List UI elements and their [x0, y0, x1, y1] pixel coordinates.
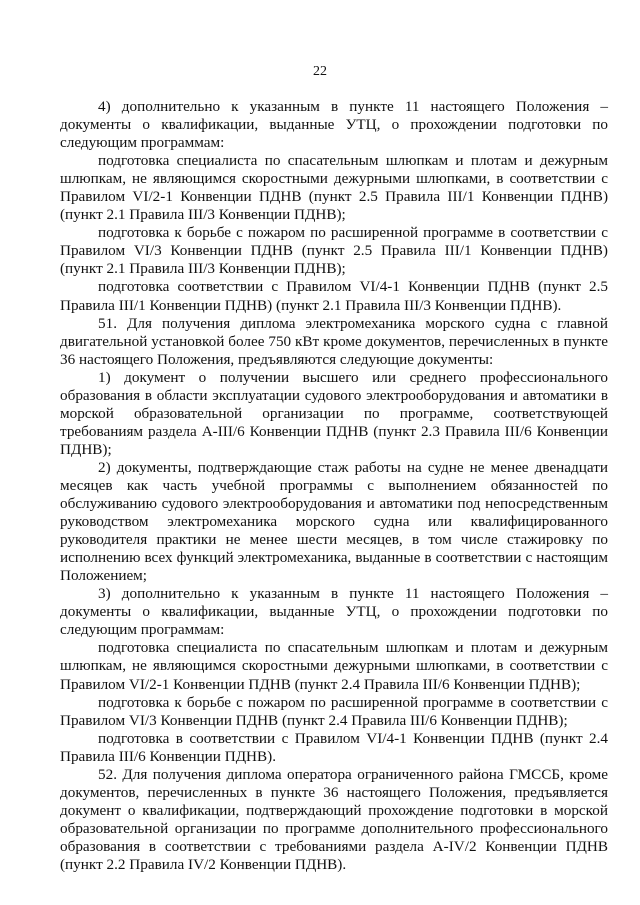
- paragraph-lifeboat-training-2: подготовка специалиста по спасательным шлюпкам и плотам и дежурным шлюпкам, не являющимся скоростными дежурными шлюпками, в соответствии с Правилом VI/2-1 Конвенции ПДНВ (пункт 2.4 Правила III/6 Конвенции ПДНВ);: [60, 639, 608, 693]
- page-number: 22: [313, 64, 327, 79]
- paragraph-item-4: 4) дополнительно к указанным в пункте 11 настоящего Положения – документы о квалификации, выданные УТЦ, о прохождении подготовки по следующим программам:: [60, 98, 608, 152]
- paragraph-lifeboat-training: подготовка специалиста по спасательным шлюпкам и плотам и дежурным шлюпкам, не являющимся скоростными дежурными шлюпками, в соответствии с Правилом VI/2-1 Конвенции ПДНВ (пункт 2.5 Правила III/1 Конвенции ПДНВ) (пункт 2.1 Правила III/3 Конвенции ПДНВ);: [60, 152, 608, 224]
- paragraph-vi4-1-training: подготовка соответствии с Правилом VI/4-1 Конвенции ПДНВ (пункт 2.5 Правила III/1 Конвенции ПДНВ) (пункт 2.1 Правила III/3 Конвенции ПДНВ).: [60, 278, 608, 314]
- paragraph-firefighting-training: подготовка к борьбе с пожаром по расширенной программе в соответствии с Правилом VI/3 Конвенции ПДНВ (пункт 2.5 Правила III/1 Конвенции ПДНВ) (пункт 2.1 Правила III/3 Конвенции ПДНВ);: [60, 224, 608, 278]
- paragraph-clause-51: 51. Для получения диплома электромеханика морского судна с главной двигательной установкой более 750 кВт кроме документов, перечисленных в пункте 36 настоящего Положения, предъявляются следующие документы:: [60, 314, 608, 368]
- paragraph-clause-51-item-3: 3) дополнительно к указанным в пункте 11 настоящего Положения – документы о квалификации, выданные УТЦ, о прохождении подготовки по следующим программам:: [60, 585, 608, 639]
- paragraph-clause-51-item-1: 1) документ о получении высшего или среднего профессионального образования в области эксплуатации судового электрооборудования и автоматики в морской образовательной организации по программе, соответствующей требованиям раздела A-III/6 Конвенции ПДНВ (пункт 2.3 Правила III/6 Конвенции ПДНВ);: [60, 368, 608, 458]
- paragraph-vi4-1-training-2: подготовка в соответствии с Правилом VI/4-1 Конвенции ПДНВ (пункт 2.4 Правила III/6 Конвенции ПДНВ).: [60, 729, 608, 765]
- paragraph-clause-51-item-2: 2) документы, подтверждающие стаж работы на судне не менее двенадцати месяцев как часть учебной программы с выполнением обязанностей по обслуживанию судового электрооборудования и автоматики под непосредственным руководством электромеханика морского судна или квалифицированного руководителя практики не менее шести месяцев, в том числе стажировку по исполнению всех функций электромеханика, выданные в соответствии с настоящим Положением;: [60, 458, 608, 585]
- document-body: [60, 98, 608, 874]
- paragraph-firefighting-training-2: подготовка к борьбе с пожаром по расширенной программе в соответствии с Правилом VI/3 Конвенции ПДНВ (пункт 2.4 Правила III/6 Конвенции ПДНВ);: [60, 693, 608, 729]
- paragraph-clause-52: 52. Для получения диплома оператора ограниченного района ГМССБ, кроме документов, перечисленных в пункте 36 настоящего Положения, предъявляется документ о квалификации, подтверждающий прохождение подготовки в морской образовательной организации по программе дополнительного профессионального образования в соответствии с требованиями раздела A-IV/2 Конвенции ПДНВ (пункт 2.2 Правила IV/2 Конвенции ПДНВ).: [60, 765, 608, 873]
